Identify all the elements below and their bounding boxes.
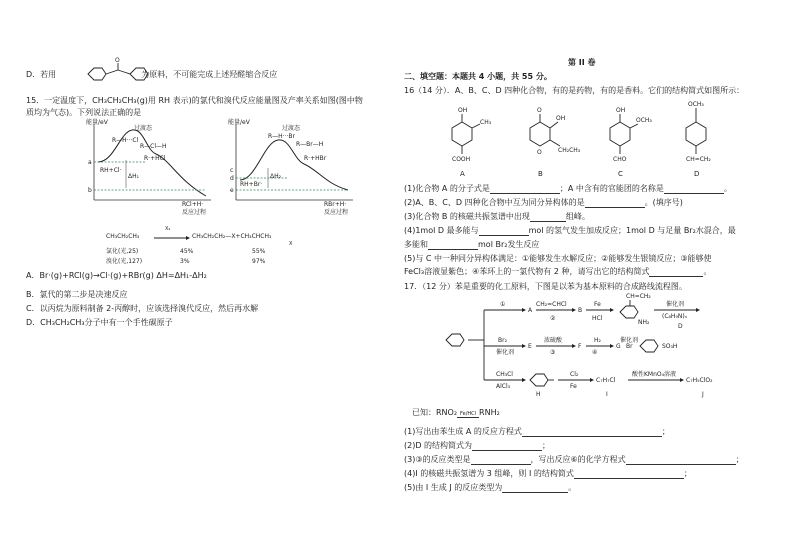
q17-4-text: (4)I 的核磁共振氢谱为 3 组峰，则 I 的结构简式 — [404, 469, 574, 478]
chart1-y-label: 能量/eV — [86, 119, 108, 126]
answer-blank[interactable] — [471, 456, 531, 465]
period: 。 — [568, 483, 577, 492]
bromination-energy-diagram — [228, 120, 358, 216]
q15-option-b: B．氯代的第二步是决速反应 — [26, 290, 128, 299]
rxn-reagent: X₂ — [165, 226, 171, 232]
d-och3: OCH₃ — [688, 101, 704, 108]
q17-3-text: (3)③的反应类型是 — [404, 455, 471, 464]
label-c: C — [618, 170, 623, 178]
q16-4-text: (4)1mol D 最多能与 — [404, 226, 479, 235]
chart2-y-label: 能量/eV — [228, 119, 250, 126]
node-j: J — [702, 391, 704, 398]
j-formula: C₇H₅ClO₂ — [686, 377, 713, 384]
answer-blank[interactable] — [649, 268, 703, 277]
known-product: RNH₂ — [479, 408, 500, 417]
q16-part4 — [404, 226, 736, 236]
a-cooh: COOH — [452, 156, 471, 163]
option-d-label: D．若用 — [26, 70, 57, 79]
chart1-x-label: 反应过程 — [182, 209, 207, 216]
known-text: 已知：RNO₂ — [412, 408, 458, 417]
answer-blank[interactable] — [664, 185, 724, 194]
propane-formula: CH₃CH₂CH₃ — [106, 233, 140, 240]
d-vinyl: CH=CH₂ — [686, 156, 711, 163]
b-ethyl: CH₂CH₃ — [558, 147, 581, 154]
reagent-alcl3: AlCl₃ — [496, 383, 511, 390]
reagent-sulfuric: 浓硫酸 — [544, 337, 563, 344]
answer-blank[interactable] — [522, 428, 662, 437]
b-o: O — [537, 107, 542, 114]
q17-3b-text: ，写出反应⑥的化学方程式 — [530, 455, 626, 464]
i-formula: C₇H₇Cl — [596, 377, 616, 384]
c-cho: CHO — [613, 156, 627, 163]
answer-blank[interactable] — [490, 185, 560, 194]
q17-stem: 17．（12 分）苯是重要的化工原料，下图是以苯为基本原料的合成路线流程图。 — [404, 282, 687, 291]
known-reagent: Fe/HCl — [457, 411, 479, 418]
q17-part3 — [404, 455, 744, 465]
yield-value: 3% — [180, 258, 190, 265]
q16-1-text: (1)化合物 A 的分子式是 — [404, 184, 490, 193]
q15-option-a: A．Br·(g)+RCl(g)→Cl·(g)+RBr(g) ΔH=ΔH₁-ΔH₂ — [26, 271, 207, 280]
catalyst: 催化剂 — [666, 301, 685, 308]
step-4: ④ — [592, 349, 598, 356]
q16-4b-text: mol 的氢气发生加成反应；1mol D 与足量 Br₂水混合，最 — [528, 226, 736, 235]
chart1-ts-struct1: R—H···Cl — [112, 137, 139, 144]
b-ring-o: O — [537, 149, 542, 156]
answer-blank[interactable] — [574, 470, 684, 479]
chart1-ts-label: 过渡态 — [134, 125, 153, 132]
reagent-hcl: HCl — [592, 315, 603, 322]
q15-stem-line1: 15．一定温度下，CH₃CH₂CH₃(g)用 RH 表示)的氯代和溴代反应能量图及产率关系如图(图中物 — [26, 96, 363, 105]
chart1-b: b — [88, 187, 92, 194]
answer-blank[interactable] — [428, 241, 478, 250]
reagent-fe: Fe — [594, 301, 601, 308]
c-och3: OCH₃ — [636, 117, 652, 124]
chart2-c: c — [230, 167, 234, 174]
chart2-product: RBr+H· — [324, 201, 347, 208]
q16-part2 — [404, 198, 683, 208]
q17-part2 — [404, 441, 550, 451]
label-d: D — [694, 170, 700, 178]
separator: ； — [735, 455, 744, 464]
chart1-dh: ΔH₁ — [128, 173, 140, 180]
fill-section-head: 二、填空题：本题共 4 小题，共 55 分。 — [404, 72, 552, 81]
node-d: D — [678, 323, 683, 330]
chart2-e: e — [230, 187, 234, 194]
q16-4d-text: mol Br₂发生反应 — [478, 240, 540, 249]
catalyst-3: 催化剂 — [620, 337, 639, 344]
q16-part1 — [404, 184, 732, 194]
compound-structures — [430, 98, 760, 180]
halide-products: CH₃CH₂CH₂—X+CH₃CHCH₃ — [192, 233, 272, 240]
q15-option-c: C．以丙烷为原料制备 2-丙醇时，应该选择溴代反应，然后再水解 — [26, 304, 259, 313]
q17-5-text: (5)由 I 生成 J 的反应类型为 — [404, 483, 503, 492]
catalyst-2: 催化剂 — [496, 349, 515, 356]
chart1-reactant: RH+Cl· — [100, 167, 122, 174]
q16-3b-text: 组峰。 — [565, 212, 590, 221]
q17-part1 — [404, 427, 670, 437]
yield-row-label: 氯化(光,25) — [106, 248, 139, 255]
sulfonic-group: SO₃H — [662, 343, 678, 350]
reagent-kmno4: 酸性KMnO₄溶液 — [632, 371, 677, 378]
reagent-h2: H₂ — [594, 337, 601, 344]
q16-2-text: (2)A、B、C、D 四种化合物中互为同分异构体的是 — [404, 198, 585, 207]
period: 。 — [723, 184, 732, 193]
chart2-ts-label: 过渡态 — [282, 125, 301, 132]
chlorination-energy-diagram — [86, 120, 216, 216]
q17-part5 — [404, 483, 576, 493]
reagent-cl2: Cl₂ — [570, 371, 579, 378]
c-oh: OH — [616, 107, 626, 114]
step-3: ③ — [550, 349, 556, 356]
reagent-fe-2: Fe — [570, 383, 577, 390]
label-a: A — [460, 170, 465, 178]
chart2-intermediate: R·+HBr — [304, 155, 327, 162]
chart1-ts-struct2: R—Cl—H — [140, 143, 167, 150]
a-oh: OH — [458, 107, 468, 114]
q17-part4 — [404, 469, 692, 479]
q16-2b-text: 。(填序号) — [644, 198, 683, 207]
node-i: I — [606, 391, 608, 398]
chart1-intermediate: R·+HCl — [144, 155, 166, 162]
label-b: B — [538, 170, 543, 178]
node-b: B — [578, 307, 583, 314]
q16-part4-cont — [404, 240, 539, 250]
q16-1b-text: ；A 中含有的官能团的名称是 — [559, 184, 664, 193]
answer-blank[interactable] — [472, 442, 542, 451]
a-ch3: CH₃ — [480, 119, 492, 126]
yield-value: 45% — [180, 248, 194, 255]
q15-stem-line2: 质均为气态)。下列说法正确的是 — [26, 108, 142, 117]
node-a: A — [528, 307, 533, 314]
yield-value: 55% — [252, 248, 266, 255]
chart1-a: a — [88, 159, 92, 166]
yield-value: 97% — [252, 258, 266, 265]
chart2-x-label: 反应过程 — [324, 209, 349, 216]
separator: ； — [661, 427, 670, 436]
bromo-group: Br — [626, 343, 633, 350]
q16-3-text: (3)化合物 B 的核磁共振氢谱中出现 — [404, 212, 530, 221]
benzophenone-structure — [80, 57, 160, 86]
reagent-ch3cl: CH₃Cl — [496, 371, 513, 378]
reaction-arrow — [152, 235, 192, 241]
answer-blank[interactable] — [530, 213, 566, 222]
d-formula: (C₈H₉N)ₙ — [662, 313, 688, 320]
answer-blank[interactable] — [479, 227, 529, 236]
chart2-ts-struct2: R—Br—H — [296, 141, 324, 148]
separator: ； — [683, 469, 692, 478]
period: 。 — [703, 267, 712, 276]
vinyl-group: CH=CH₂ — [626, 293, 651, 300]
step-1: ① — [500, 301, 506, 308]
chart2-reactant: RH+Br· — [240, 181, 263, 188]
node-e: E — [528, 343, 532, 350]
q16-part3 — [404, 212, 590, 222]
chart1-product: RCl+H· — [182, 201, 204, 208]
svg-text:O: O — [115, 57, 120, 64]
option-d-text: 为原料，不可能完成上述羟醛缩合反应 — [141, 70, 278, 79]
known-condition — [412, 408, 500, 418]
q16-part5: (5)与 C 中一种同分异构体满足：①能够发生水解反应；②能够发生银镜反应；③能够使 — [404, 254, 712, 263]
q16-part5-cont — [404, 267, 711, 277]
chart2-d: d — [230, 175, 234, 182]
q17-2-text: (2)D 的结构简式为 — [404, 441, 473, 450]
q15-option-d: D．CH₃CH₂CH₃分子中有一个手性碳原子 — [26, 318, 173, 327]
answer-blank[interactable] — [502, 484, 568, 493]
b-oh: OH — [556, 115, 566, 122]
answer-blank[interactable] — [585, 199, 645, 208]
step-2: ② — [550, 315, 556, 322]
node-g: G — [616, 343, 621, 350]
q16-5b-text: FeCl₃溶液显紫色；④苯环上的一氯代物有 2 种，请写出它的结构简式 — [404, 267, 650, 276]
branch-x: X — [289, 241, 293, 247]
node-h: H — [536, 391, 541, 398]
reagent-br2: Br₂ — [498, 337, 507, 344]
answer-blank[interactable] — [626, 456, 736, 465]
chart2-ts-struct1: R—H···Br — [268, 133, 295, 140]
q17-1-text: (1)写出由苯生成 A 的反应方程式 — [404, 427, 522, 436]
separator: ； — [542, 441, 551, 450]
chart2-dh: ΔH₂ — [270, 173, 282, 180]
synthesis-flowchart — [440, 293, 750, 400]
yield-row-label: 溴化(光,127) — [106, 258, 143, 265]
node-f: F — [578, 343, 582, 350]
q16-stem: 16（14 分）．A、B、C、D 四种化合物，有的是药物，有的是香料。它们的结构简式如图所示： — [404, 86, 745, 95]
section-title: 第 II 卷 — [568, 58, 596, 67]
q16-4c-text: 多能和 — [404, 240, 428, 249]
amino-group: NH₂ — [638, 319, 650, 326]
reagent-vinyl-chloride: CH₂=CHCl — [536, 301, 567, 308]
